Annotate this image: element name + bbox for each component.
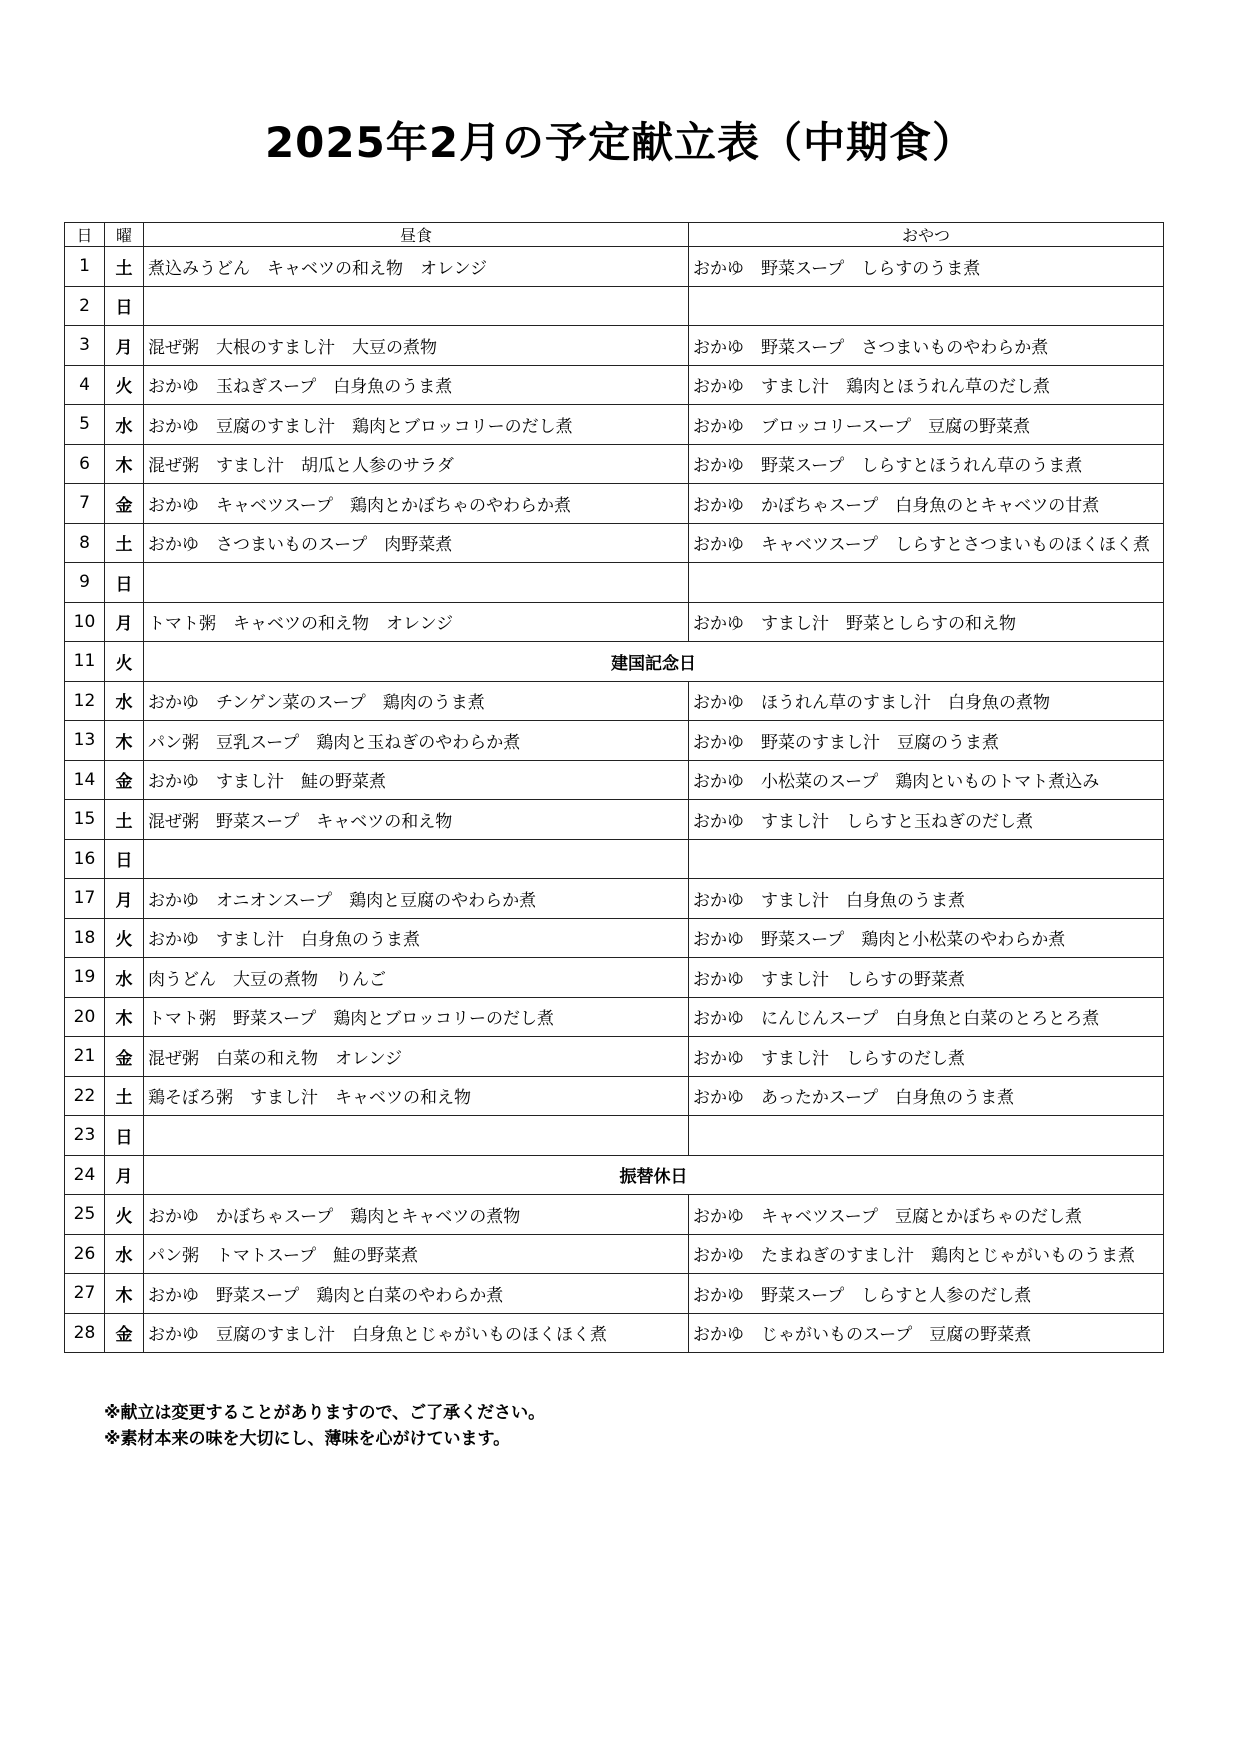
- day-cell: 2: [65, 286, 105, 326]
- day-cell: 11: [65, 642, 105, 682]
- table-row: [65, 1274, 1164, 1314]
- menu-body: [65, 247, 1164, 1353]
- snack-cell: おかゆ すまし汁 野菜としらすの和え物: [689, 602, 1164, 642]
- weekday-cell: 日: [105, 563, 144, 603]
- table-row: [65, 1155, 1164, 1195]
- weekday-cell: 水: [105, 405, 144, 445]
- day-cell: 20: [65, 997, 105, 1037]
- snack-cell: おかゆ あったかスープ 白身魚のうま煮: [689, 1076, 1164, 1116]
- table-row: [65, 1037, 1164, 1077]
- table-row: [65, 365, 1164, 405]
- weekday-cell: 月: [105, 1155, 144, 1195]
- lunch-cell: おかゆ すまし汁 鮭の野菜煮: [144, 760, 689, 800]
- day-cell: 5: [65, 405, 105, 445]
- lunch-cell: 煮込みうどん キャベツの和え物 オレンジ: [144, 247, 689, 287]
- table-row: [65, 1234, 1164, 1274]
- lunch-cell: [144, 286, 689, 326]
- table-row: [65, 1313, 1164, 1353]
- day-cell: 16: [65, 839, 105, 879]
- weekday-cell: 月: [105, 602, 144, 642]
- day-cell: 7: [65, 484, 105, 524]
- snack-cell: おかゆ すまし汁 しらすと玉ねぎのだし煮: [689, 800, 1164, 840]
- lunch-cell: 混ぜ粥 すまし汁 胡瓜と人参のサラダ: [144, 444, 689, 484]
- table-row: [65, 326, 1164, 366]
- snack-cell: おかゆ 野菜スープ しらすのうま煮: [689, 247, 1164, 287]
- holiday-cell: 建国記念日: [144, 642, 1164, 682]
- lunch-cell: おかゆ かぼちゃスープ 鶏肉とキャベツの煮物: [144, 1195, 689, 1235]
- menu-table: [64, 222, 1164, 1353]
- table-row: [65, 286, 1164, 326]
- lunch-cell: おかゆ チンゲン菜のスープ 鶏肉のうま煮: [144, 681, 689, 721]
- day-cell: 15: [65, 800, 105, 840]
- day-cell: 8: [65, 523, 105, 563]
- snack-cell: [689, 839, 1164, 879]
- day-cell: 4: [65, 365, 105, 405]
- weekday-cell: 木: [105, 997, 144, 1037]
- snack-cell: おかゆ 野菜のすまし汁 豆腐のうま煮: [689, 721, 1164, 761]
- table-row: [65, 918, 1164, 958]
- header-weekday: 曜: [105, 223, 144, 247]
- day-cell: 28: [65, 1313, 105, 1353]
- snack-cell: おかゆ 小松菜のスープ 鶏肉といものトマト煮込み: [689, 760, 1164, 800]
- weekday-cell: 金: [105, 1313, 144, 1353]
- snack-cell: おかゆ すまし汁 しらすの野菜煮: [689, 958, 1164, 998]
- weekday-cell: 木: [105, 444, 144, 484]
- lunch-cell: パン粥 豆乳スープ 鶏肉と玉ねぎのやわらか煮: [144, 721, 689, 761]
- weekday-cell: 火: [105, 365, 144, 405]
- day-cell: 1: [65, 247, 105, 287]
- holiday-cell: 振替休日: [144, 1155, 1164, 1195]
- day-cell: 6: [65, 444, 105, 484]
- table-row: [65, 405, 1164, 445]
- notes: [104, 1400, 545, 1452]
- snack-cell: おかゆ すまし汁 白身魚のうま煮: [689, 879, 1164, 919]
- weekday-cell: 金: [105, 484, 144, 524]
- weekday-cell: 月: [105, 879, 144, 919]
- weekday-cell: 日: [105, 286, 144, 326]
- header-day: 日: [65, 223, 105, 247]
- weekday-cell: 木: [105, 721, 144, 761]
- lunch-cell: トマト粥 キャベツの和え物 オレンジ: [144, 602, 689, 642]
- snack-cell: おかゆ 野菜スープ しらすとほうれん草のうま煮: [689, 444, 1164, 484]
- snack-cell: おかゆ にんじんスープ 白身魚と白菜のとろとろ煮: [689, 997, 1164, 1037]
- table-row: [65, 444, 1164, 484]
- snack-cell: おかゆ キャベツスープ 豆腐とかぼちゃのだし煮: [689, 1195, 1164, 1235]
- weekday-cell: 金: [105, 760, 144, 800]
- weekday-cell: 金: [105, 1037, 144, 1077]
- lunch-cell: おかゆ オニオンスープ 鶏肉と豆腐のやわらか煮: [144, 879, 689, 919]
- day-cell: 25: [65, 1195, 105, 1235]
- table-row: [65, 800, 1164, 840]
- lunch-cell: 鶏そぼろ粥 すまし汁 キャベツの和え物: [144, 1076, 689, 1116]
- weekday-cell: 月: [105, 326, 144, 366]
- snack-cell: おかゆ ブロッコリースープ 豆腐の野菜煮: [689, 405, 1164, 445]
- weekday-cell: 火: [105, 642, 144, 682]
- weekday-cell: 土: [105, 1076, 144, 1116]
- day-cell: 9: [65, 563, 105, 603]
- snack-cell: おかゆ すまし汁 鶏肉とほうれん草のだし煮: [689, 365, 1164, 405]
- snack-cell: [689, 286, 1164, 326]
- weekday-cell: 土: [105, 800, 144, 840]
- snack-cell: おかゆ 野菜スープ さつまいものやわらか煮: [689, 326, 1164, 366]
- snack-cell: おかゆ じゃがいものスープ 豆腐の野菜煮: [689, 1313, 1164, 1353]
- lunch-cell: 混ぜ粥 大根のすまし汁 大豆の煮物: [144, 326, 689, 366]
- weekday-cell: 水: [105, 958, 144, 998]
- day-cell: 17: [65, 879, 105, 919]
- lunch-cell: おかゆ 豆腐のすまし汁 白身魚とじゃがいものほくほく煮: [144, 1313, 689, 1353]
- table-row: [65, 760, 1164, 800]
- table-row: [65, 484, 1164, 524]
- day-cell: 26: [65, 1234, 105, 1274]
- header-row: [65, 223, 1164, 247]
- day-cell: 13: [65, 721, 105, 761]
- day-cell: 12: [65, 681, 105, 721]
- day-cell: 3: [65, 326, 105, 366]
- table-row: [65, 721, 1164, 761]
- table-row: [65, 642, 1164, 682]
- snack-cell: [689, 1116, 1164, 1156]
- day-cell: 14: [65, 760, 105, 800]
- note-line: ※素材本来の味を大切にし、薄味を心がけています。: [104, 1429, 511, 1449]
- table-row: [65, 523, 1164, 563]
- snack-cell: おかゆ たまねぎのすまし汁 鶏肉とじゃがいものうま煮: [689, 1234, 1164, 1274]
- day-cell: 24: [65, 1155, 105, 1195]
- day-cell: 18: [65, 918, 105, 958]
- lunch-cell: 混ぜ粥 野菜スープ キャベツの和え物: [144, 800, 689, 840]
- table-row: [65, 1116, 1164, 1156]
- header-snack: おやつ: [689, 223, 1164, 247]
- weekday-cell: 水: [105, 681, 144, 721]
- table-row: [65, 958, 1164, 998]
- snack-cell: おかゆ ほうれん草のすまし汁 白身魚の煮物: [689, 681, 1164, 721]
- table-row: [65, 602, 1164, 642]
- day-cell: 23: [65, 1116, 105, 1156]
- lunch-cell: 肉うどん 大豆の煮物 りんご: [144, 958, 689, 998]
- header-lunch: 昼食: [144, 223, 689, 247]
- snack-cell: おかゆ すまし汁 しらすのだし煮: [689, 1037, 1164, 1077]
- lunch-cell: おかゆ 豆腐のすまし汁 鶏肉とブロッコリーのだし煮: [144, 405, 689, 445]
- lunch-cell: おかゆ キャベツスープ 鶏肉とかぼちゃのやわらか煮: [144, 484, 689, 524]
- lunch-cell: おかゆ 野菜スープ 鶏肉と白菜のやわらか煮: [144, 1274, 689, 1314]
- table-row: [65, 879, 1164, 919]
- table-row: [65, 839, 1164, 879]
- table-row: [65, 681, 1164, 721]
- table-row: [65, 1195, 1164, 1235]
- day-cell: 21: [65, 1037, 105, 1077]
- lunch-cell: [144, 1116, 689, 1156]
- lunch-cell: 混ぜ粥 白菜の和え物 オレンジ: [144, 1037, 689, 1077]
- lunch-cell: おかゆ すまし汁 白身魚のうま煮: [144, 918, 689, 958]
- weekday-cell: 水: [105, 1234, 144, 1274]
- table-row: [65, 247, 1164, 287]
- snack-cell: [689, 563, 1164, 603]
- weekday-cell: 土: [105, 247, 144, 287]
- lunch-cell: [144, 839, 689, 879]
- day-cell: 19: [65, 958, 105, 998]
- day-cell: 27: [65, 1274, 105, 1314]
- lunch-cell: おかゆ 玉ねぎスープ 白身魚のうま煮: [144, 365, 689, 405]
- snack-cell: おかゆ 野菜スープ 鶏肉と小松菜のやわらか煮: [689, 918, 1164, 958]
- table-row: [65, 997, 1164, 1037]
- snack-cell: おかゆ 野菜スープ しらすと人参のだし煮: [689, 1274, 1164, 1314]
- weekday-cell: 土: [105, 523, 144, 563]
- weekday-cell: 火: [105, 1195, 144, 1235]
- weekday-cell: 火: [105, 918, 144, 958]
- weekday-cell: 日: [105, 1116, 144, 1156]
- weekday-cell: 木: [105, 1274, 144, 1314]
- lunch-cell: トマト粥 野菜スープ 鶏肉とブロッコリーのだし煮: [144, 997, 689, 1037]
- table-row: [65, 563, 1164, 603]
- day-cell: 22: [65, 1076, 105, 1116]
- day-cell: 10: [65, 602, 105, 642]
- snack-cell: おかゆ キャベツスープ しらすとさつまいものほくほく煮: [689, 523, 1164, 563]
- table-row: [65, 1076, 1164, 1116]
- page-title: 2025年2月の予定献立表（中期食）: [264, 118, 976, 167]
- lunch-cell: パン粥 トマトスープ 鮭の野菜煮: [144, 1234, 689, 1274]
- lunch-cell: [144, 563, 689, 603]
- note-line: ※献立は変更することがありますので、ご了承ください。: [104, 1403, 546, 1423]
- weekday-cell: 日: [105, 839, 144, 879]
- lunch-cell: おかゆ さつまいものスープ 肉野菜煮: [144, 523, 689, 563]
- snack-cell: おかゆ かぼちゃスープ 白身魚のとキャベツの甘煮: [689, 484, 1164, 524]
